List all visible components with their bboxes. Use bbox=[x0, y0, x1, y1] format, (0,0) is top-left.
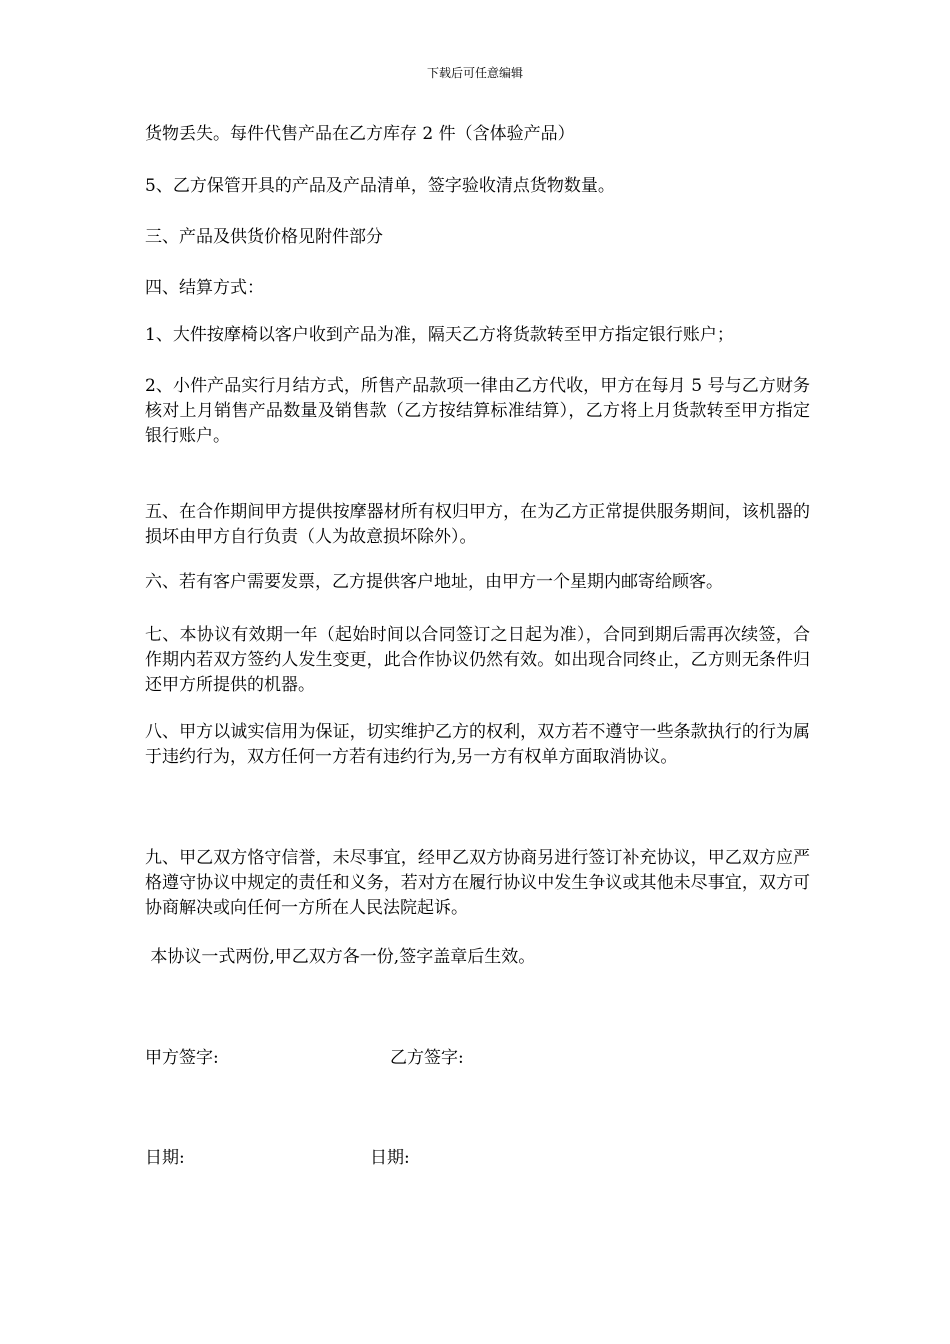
paragraph-item-5: 5、乙方保管开具的产品及产品清单，签字验收清点货物数量。 bbox=[145, 176, 615, 196]
paragraph-section-7: 七、本协议有效期一年（起始时间以合同签订之日起为准），合同到期后需再次续签，合作期内若双方签约人发生变更，此合作协议仍然有效。如出现合同终止，乙方则无条件归还甲方所提供的机器。 bbox=[145, 625, 810, 695]
party-b-date-label: 日期: bbox=[370, 1148, 410, 1168]
paragraph-copies: 本协议一式两份,甲乙双方各一份,签字盖章后生效。 bbox=[145, 947, 536, 967]
party-b-signature-label: 乙方签字: bbox=[390, 1048, 464, 1068]
paragraph-settlement-1: 1、大件按摩椅以客户收到产品为准，隔天乙方将货款转至甲方指定银行账户； bbox=[145, 325, 734, 345]
paragraph-section-4: 四、结算方式： bbox=[145, 278, 264, 298]
paragraph-section-8: 八、甲方以诚实信用为保证，切实维护乙方的权利，双方若不遵守一些条款执行的行为属于违约行为，双方任何一方若有违约行为,另一方有权单方面取消协议。 bbox=[145, 722, 810, 767]
party-a-date-label: 日期: bbox=[145, 1148, 185, 1168]
paragraph-section-3: 三、产品及供货价格见附件部分 bbox=[145, 227, 383, 247]
paragraph-section-6: 六、若有客户需要发票，乙方提供客户地址，由甲方一个星期内邮寄给顾客。 bbox=[145, 572, 723, 592]
party-a-signature-label: 甲方签字: bbox=[145, 1048, 219, 1068]
paragraph-section-9: 九、甲乙双方恪守信誉，未尽事宜，经甲乙双方协商另进行签订补充协议，甲乙双方应严格遵守协议中规定的责任和义务，若对方在履行协议中发生争议或其他未尽事宜，双方可协商解决或向任何一方所在人民法院起诉。 bbox=[145, 848, 810, 918]
paragraph-goods-loss: 货物丢失。每件代售产品在乙方库存 2 件（含体验产品） bbox=[145, 124, 575, 144]
page-header: 下载后可任意编辑 bbox=[426, 66, 523, 80]
paragraph-settlement-2: 2、小件产品实行月结方式，所售产品款项一律由乙方代收，甲方在每月 5 号与乙方财务核对上月销售产品数量及销售款（乙方按结算标准结算），乙方将上月货款转至甲方指定银行账户。 bbox=[145, 376, 810, 446]
paragraph-section-5: 五、在合作期间甲方提供按摩器材所有权归甲方，在为乙方正常提供服务期间，该机器的损坏由甲方自行负责（人为故意损坏除外）。 bbox=[145, 502, 810, 547]
